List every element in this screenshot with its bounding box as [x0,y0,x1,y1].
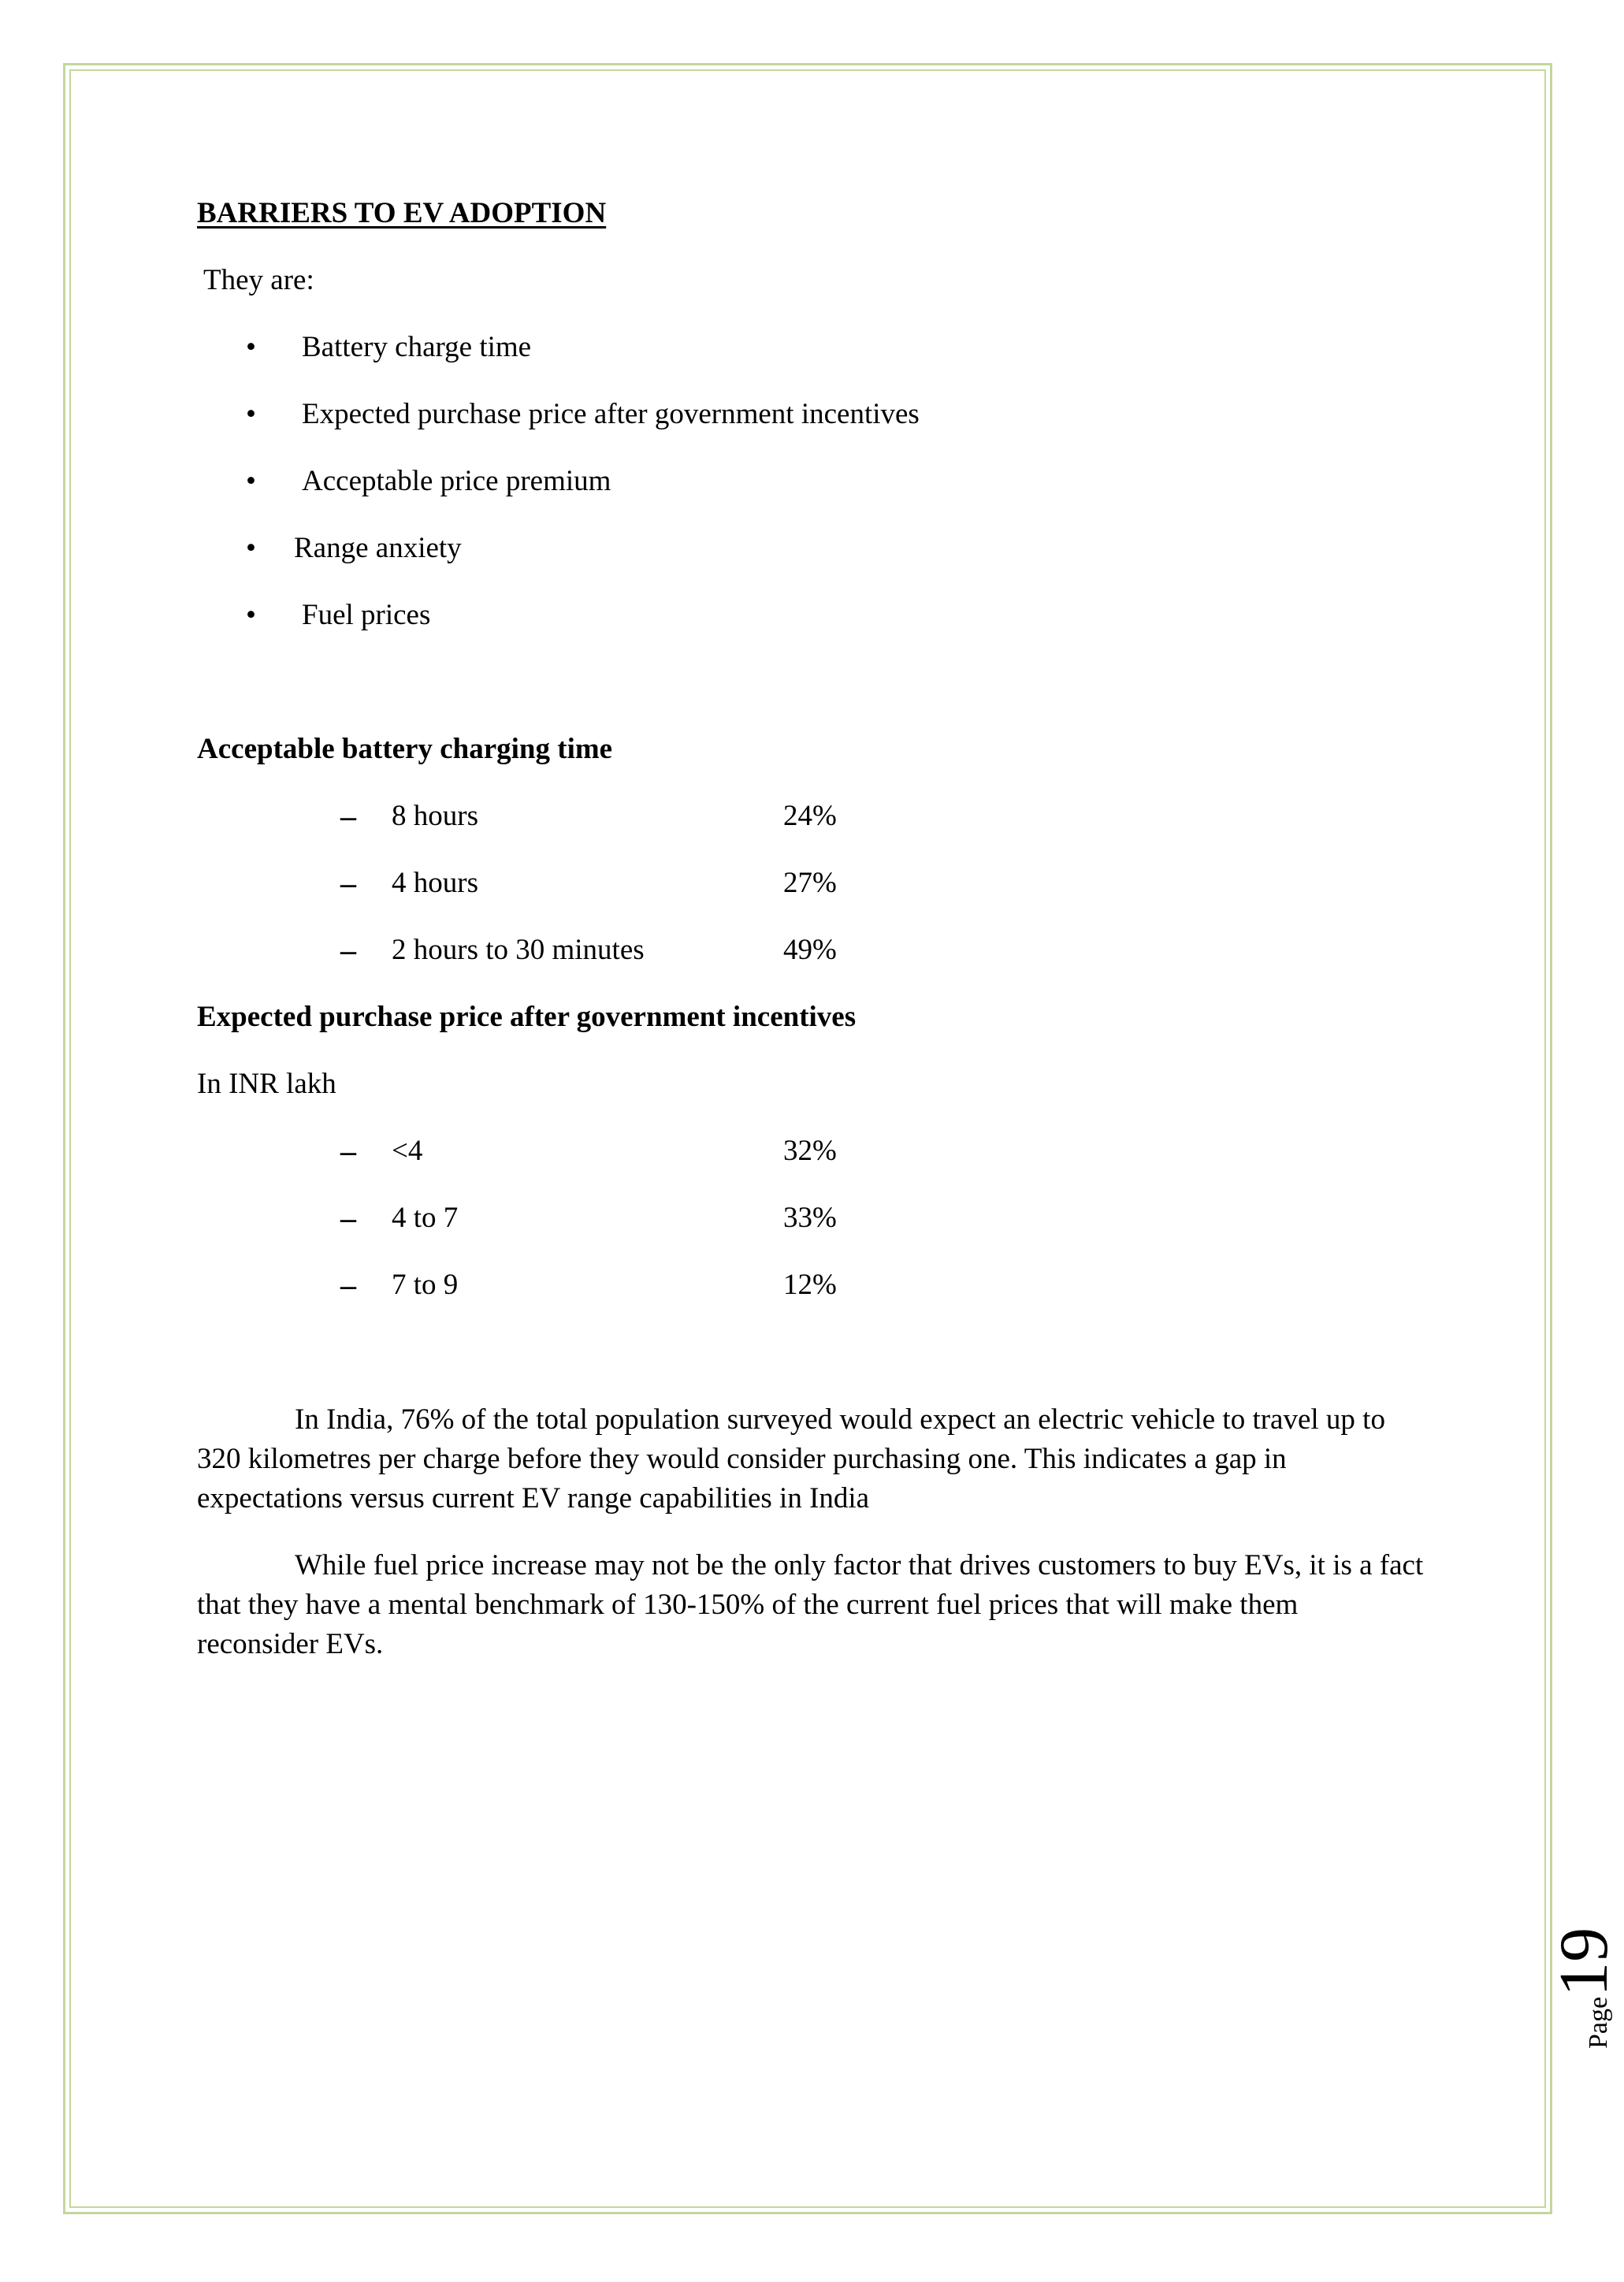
bullet-icon: • [246,465,256,497]
page-number [1544,1927,1624,2049]
barrier-item: Fuel prices [302,599,431,631]
price-unit: In INR lakh [197,1068,336,1100]
dash-icon: – [340,1200,356,1236]
bullet-icon: • [246,398,256,430]
barrier-item: Range anxiety [294,532,462,564]
dash-icon: – [340,932,356,968]
dash-icon: – [340,865,356,901]
bullet-icon: • [246,532,256,564]
price-label: 4 to 7 [392,1202,459,1234]
price-value: 33% [783,1202,837,1234]
body-paragraph: While fuel price increase may not be the only factor that drives customers to buy EVs, it is a fact that they have a mental benchmark of 130-150% of the current fuel prices that will make them reconsider EVs. [197,1549,1424,1660]
charging-label: 8 hours [392,800,478,832]
section-title: BARRIERS TO EV ADOPTION [197,197,607,229]
dash-icon: – [340,798,356,834]
page-label: Page [1584,1996,1613,2049]
price-title: Expected purchase price after government incentives [197,1001,857,1033]
page-number-value: 19 [1546,1927,1622,1997]
charging-label: 4 hours [392,867,478,899]
price-value: 12% [783,1269,837,1301]
price-value: 32% [783,1135,837,1167]
dash-icon: – [340,1133,356,1169]
charging-label: 2 hours to 30 minutes [392,934,645,966]
bullet-icon: • [246,331,256,363]
dash-icon: – [340,1267,356,1303]
barrier-item: Battery charge time [302,331,532,363]
charging-title: Acceptable battery charging time [197,733,613,765]
intro-text: They are: [203,264,314,296]
price-label: <4 [392,1135,423,1167]
barrier-item: Acceptable price premium [302,465,611,497]
body-paragraph: In India, 76% of the total population surveyed would expect an electric vehicle to travel up to 320 kilometres per charge before they would consider purchasing one. This indicates a gap in expectations versus current EV range capabilities in India [197,1403,1385,1515]
price-label: 7 to 9 [392,1269,459,1301]
charging-value: 24% [783,800,837,832]
bullet-icon: • [246,599,256,631]
charging-value: 49% [783,934,837,966]
charging-value: 27% [783,867,837,899]
barrier-item: Expected purchase price after government incentives [302,398,920,430]
